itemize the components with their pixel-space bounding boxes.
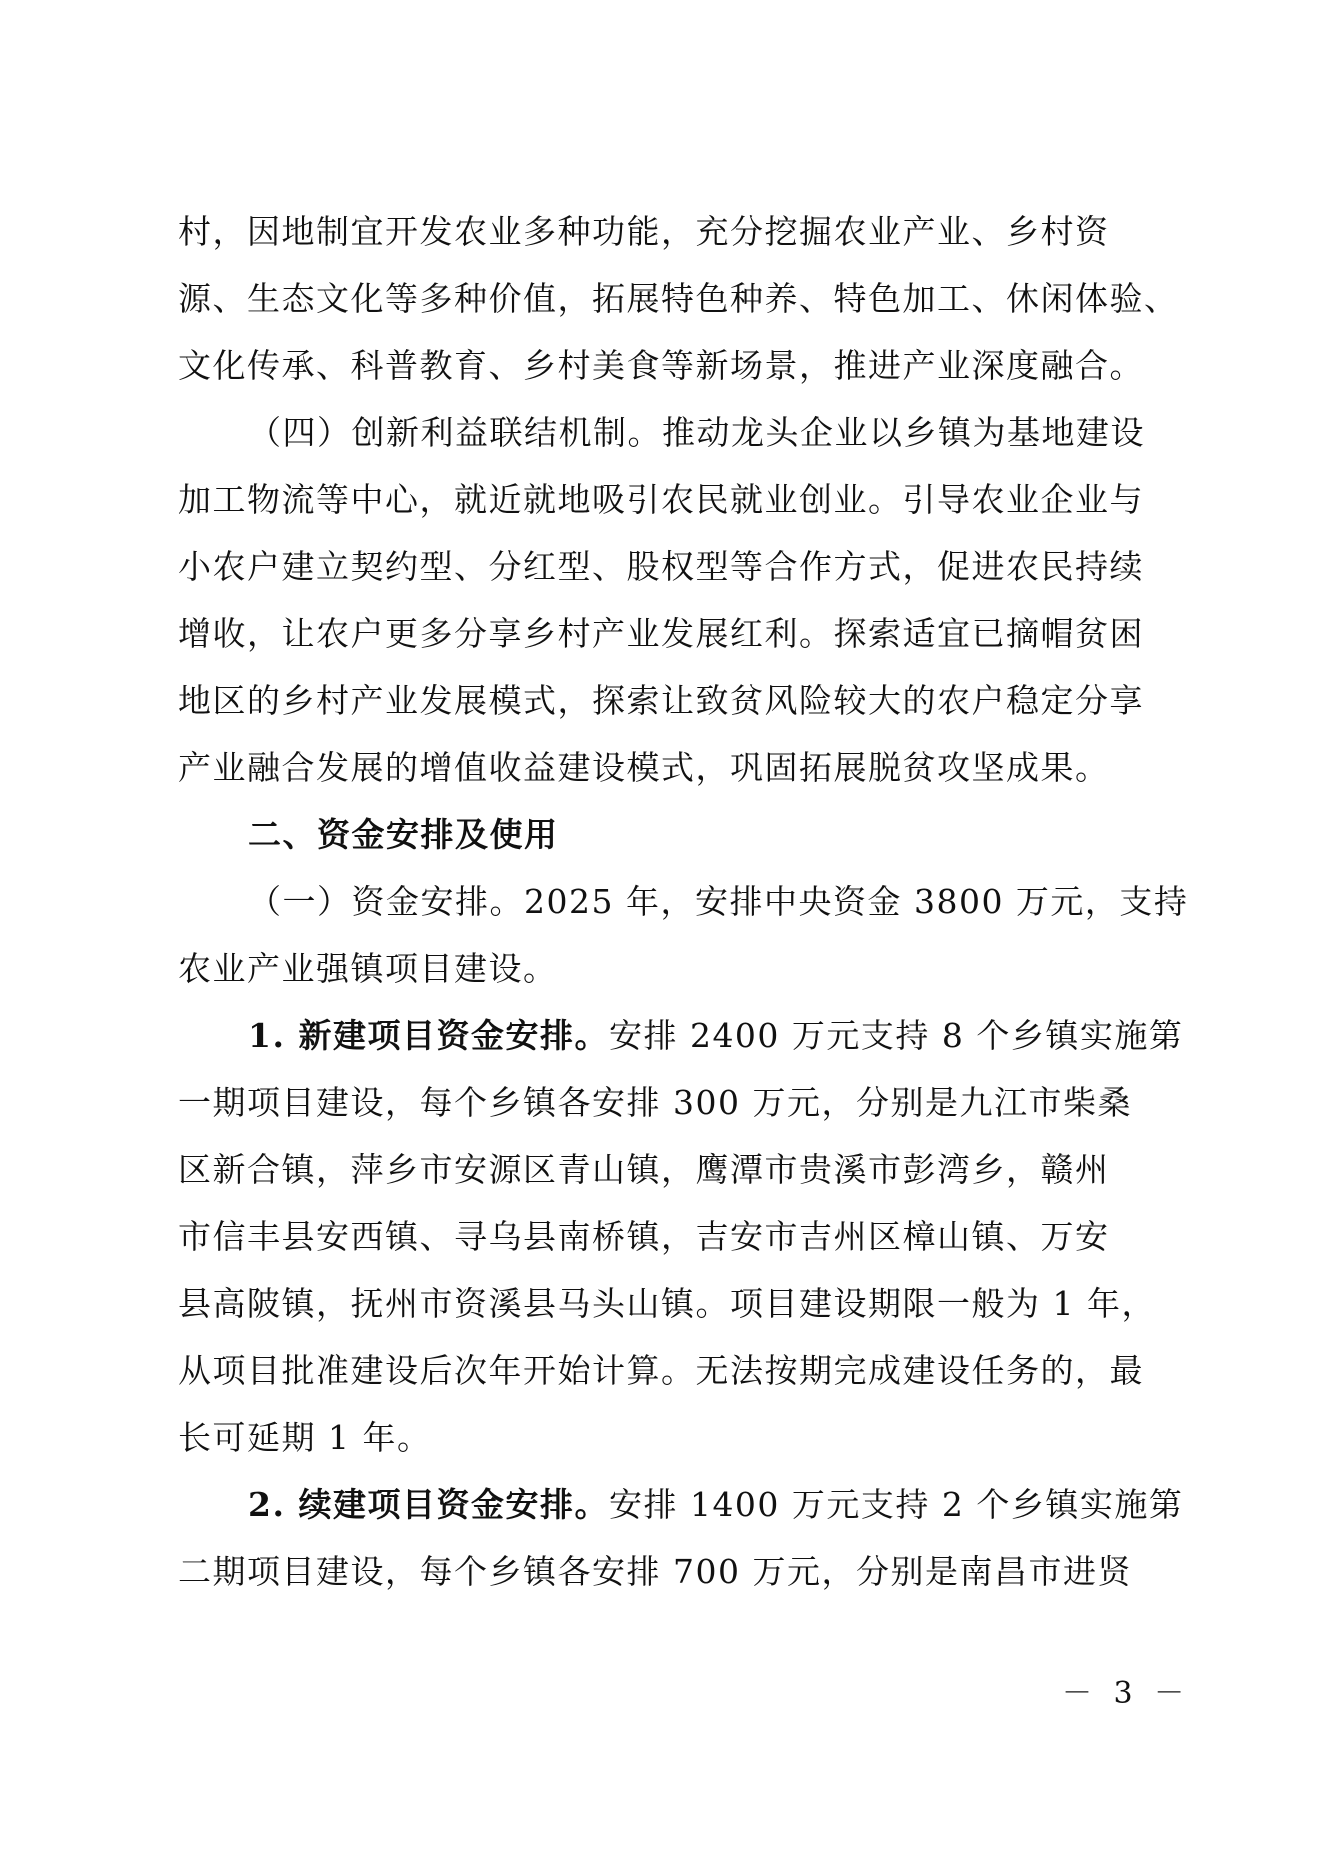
paragraph-line [178, 1471, 1184, 1538]
paragraph-line: 小农户建立契约型、分红型、股权型等合作方式，促进农民持续 [178, 547, 1144, 586]
paragraph-line: 源、生态文化等多种价值，拓展特色种养、特色加工、休闲体验、 [178, 279, 1179, 318]
page-number: － 3 － [1062, 1676, 1191, 1711]
paragraph-line: 区新合镇，萍乡市安源区青山镇，鹰潭市贵溪市彭湾乡，赣州 [178, 1150, 1110, 1189]
paragraph-line: 村，因地制宜开发农业多种功能，充分挖掘农业产业、乡村资 [178, 212, 1110, 251]
paragraph-line: 从项目批准建设后次年开始计算。无法按期完成建设任务的，最 [178, 1351, 1144, 1390]
paragraph-line: 产业融合发展的增值收益建设模式，巩固拓展脱贫攻坚成果。 [178, 748, 1110, 787]
paragraph-line: 一期项目建设，每个乡镇各安排 300 万元，分别是九江市柴桑 [178, 1083, 1132, 1122]
paragraph-line: （一）资金安排。2025 年，安排中央资金 3800 万元，支持 [248, 882, 1189, 921]
paragraph-lead-rest: 安排 1400 万元支持 2 个乡镇实施第 [608, 1485, 1184, 1524]
paragraph-line: 农业产业强镇项目建设。 [178, 949, 558, 988]
paragraph-lead: 1. 新建项目资金安排。 [248, 1016, 609, 1055]
paragraph [178, 868, 1189, 1002]
paragraph [178, 1002, 1184, 1471]
paragraph-line: 文化传承、科普教育、乡村美食等新场景，推进产业深度融合。 [178, 346, 1144, 385]
paragraph-line: 县高陂镇，抚州市资溪县马头山镇。项目建设期限一般为 1 年， [178, 1284, 1156, 1323]
paragraph-line: 二期项目建设，每个乡镇各安排 700 万元，分别是南昌市进贤 [178, 1552, 1132, 1591]
paragraph [178, 801, 1148, 868]
paragraph-line: 加工物流等中心，就近就地吸引农民就业创业。引导农业企业与 [178, 480, 1144, 519]
section-heading: 二、资金安排及使用 [248, 815, 559, 854]
paragraph [178, 1471, 1184, 1605]
document-body [178, 198, 1189, 1605]
paragraph [178, 399, 1148, 801]
paragraph-line: 长可延期 1 年。 [178, 1418, 432, 1457]
paragraph-lead: 2. 续建项目资金安排。 [248, 1485, 609, 1524]
paragraph-line: （四）创新利益联结机制。推动龙头企业以乡镇为基地建设 [248, 413, 1145, 452]
paragraph [178, 198, 1179, 399]
paragraph-line: 地区的乡村产业发展模式，探索让致贫风险较大的农户稳定分享 [178, 681, 1144, 720]
paragraph-line: 增收，让农户更多分享乡村产业发展红利。探索适宜已摘帽贫困 [178, 614, 1144, 653]
paragraph-lead-rest: 安排 2400 万元支持 8 个乡镇实施第 [608, 1016, 1184, 1055]
paragraph-line [178, 1002, 1184, 1069]
paragraph-line: 市信丰县安西镇、寻乌县南桥镇，吉安市吉州区樟山镇、万安 [178, 1217, 1110, 1256]
